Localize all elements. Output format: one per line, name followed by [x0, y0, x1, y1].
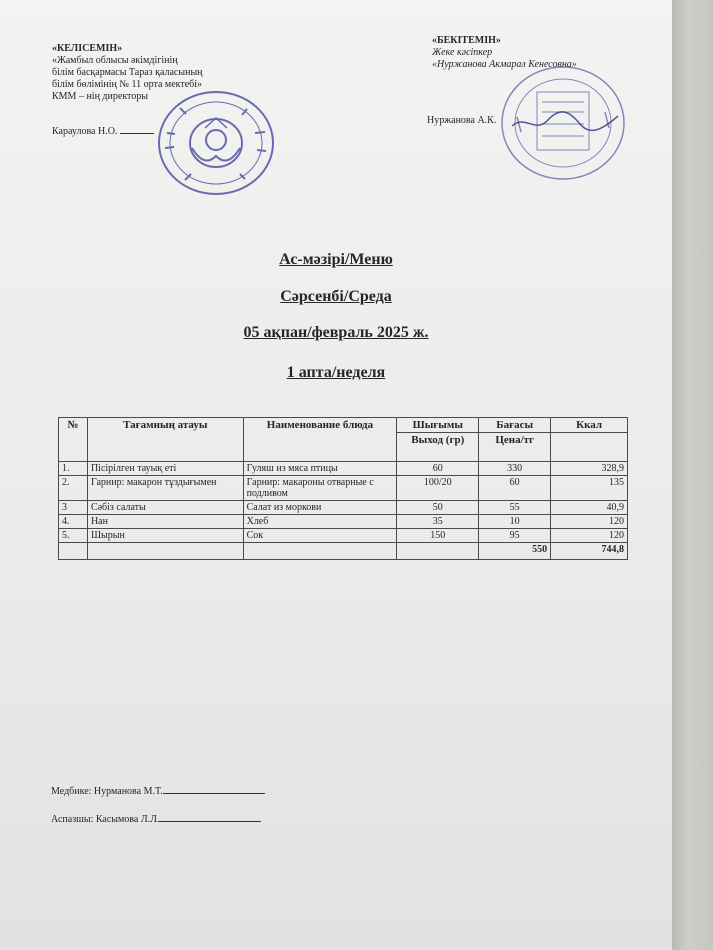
table-surface — [672, 0, 713, 950]
row-name-kz: Пісірілген тауық еті — [87, 462, 243, 476]
handwritten-signature — [510, 108, 620, 136]
row-kcal: 120 — [551, 529, 628, 543]
row-name-ru: Сок — [243, 529, 397, 543]
row-kcal: 135 — [551, 476, 628, 501]
row-price: 95 — [479, 529, 551, 543]
table-row — [59, 529, 628, 543]
approval-left-line: «Жамбыл облысы әкімдігінің — [52, 55, 178, 66]
row-kcal: 328,9 — [551, 462, 628, 476]
row-number: 4. — [59, 515, 88, 529]
row-yield: 35 — [397, 515, 479, 529]
nurse-signature — [51, 784, 265, 797]
header-price-kz: Бағасы — [479, 418, 551, 433]
approval-left-signer: Караулова Н.О. — [52, 126, 118, 137]
table-header-row — [59, 418, 628, 433]
total-empty-cell — [243, 543, 397, 560]
approval-right-heading: «БЕКІТЕМІН» — [432, 35, 501, 46]
row-yield: 100/20 — [397, 476, 479, 501]
table-row — [59, 476, 628, 501]
row-yield: 50 — [397, 501, 479, 515]
row-number: 5. — [59, 529, 88, 543]
header-number: № — [59, 418, 88, 462]
row-yield: 150 — [397, 529, 479, 543]
row-yield: 60 — [397, 462, 479, 476]
approval-left-heading: «КЕЛІСЕМІН» — [52, 43, 123, 54]
row-name-kz: Шырын — [87, 529, 243, 543]
total-empty-cell — [397, 543, 479, 560]
header-price-ru: Цена/тг — [479, 433, 551, 462]
header-kcal: Ккал — [551, 418, 628, 433]
school-seal-stamp — [155, 88, 277, 198]
row-number: 2. — [59, 476, 88, 501]
total-empty-cell — [87, 543, 243, 560]
week-title: 1 апта/неделя — [286, 364, 386, 381]
total-price: 550 — [479, 543, 551, 560]
row-name-ru: Гарнир: макароны отварные с подливом — [243, 476, 397, 501]
row-price: 60 — [479, 476, 551, 501]
row-price: 55 — [479, 501, 551, 515]
row-price: 10 — [479, 515, 551, 529]
row-number: 1. — [59, 462, 88, 476]
date-title: 05 ақпан/февраль 2025 ж. — [243, 324, 429, 341]
row-name-ru: Салат из моркови — [243, 501, 397, 515]
nurse-name: Медбике: Нурманова М.Т. — [51, 786, 163, 797]
row-name-kz: Нан — [87, 515, 243, 529]
header-yield-kz: Шығымы — [397, 418, 479, 433]
row-price: 330 — [479, 462, 551, 476]
table-total-row — [59, 543, 628, 560]
table-row — [59, 515, 628, 529]
header-kcal-empty — [551, 433, 628, 462]
header-name-ru: Наименование блюда — [243, 418, 397, 462]
approval-left-line: КММ – нің директоры — [52, 91, 148, 102]
row-number: 3 — [59, 501, 88, 515]
header-name-kz: Тағамның атауы — [87, 418, 243, 462]
row-name-kz: Сәбіз салаты — [87, 501, 243, 515]
signature-line — [120, 125, 154, 134]
approval-right-signer: Нуржанова А.К. — [427, 115, 497, 126]
row-name-ru: Гуляш из мяса птицы — [243, 462, 397, 476]
cook-name: Аспазшы: Касымова Л.Л. — [51, 814, 160, 825]
approval-left-signature — [52, 125, 154, 138]
table-row — [59, 501, 628, 515]
weekday-title: Сәрсенбі/Среда — [280, 288, 392, 305]
row-name-ru: Хлеб — [243, 515, 397, 529]
approval-left-line: білім бөлімінің № 11 орта мектебі» — [52, 79, 203, 90]
row-kcal: 40,9 — [551, 501, 628, 515]
row-name-kz: Гарнир: макарон тұздығымен — [87, 476, 243, 501]
approval-right-signature — [427, 115, 496, 127]
total-empty-cell — [59, 543, 88, 560]
cook-signature — [51, 812, 261, 825]
header-yield-ru: Выход (гр) — [397, 433, 479, 462]
menu-table — [58, 417, 628, 560]
approval-right-line: Жеке кәсіпкер — [432, 47, 493, 58]
approval-left-line: білім басқармасы Тараз қаласының — [52, 67, 203, 78]
signature-line — [159, 812, 261, 822]
approval-right-line: «Нуржанова Акмарал Кенесовна» — [432, 59, 577, 70]
menu-title: Ас-мәзірі/Меню — [279, 251, 393, 268]
total-kcal: 744,8 — [551, 543, 628, 560]
signature-line — [163, 784, 265, 794]
row-kcal: 120 — [551, 515, 628, 529]
table-row — [59, 462, 628, 476]
